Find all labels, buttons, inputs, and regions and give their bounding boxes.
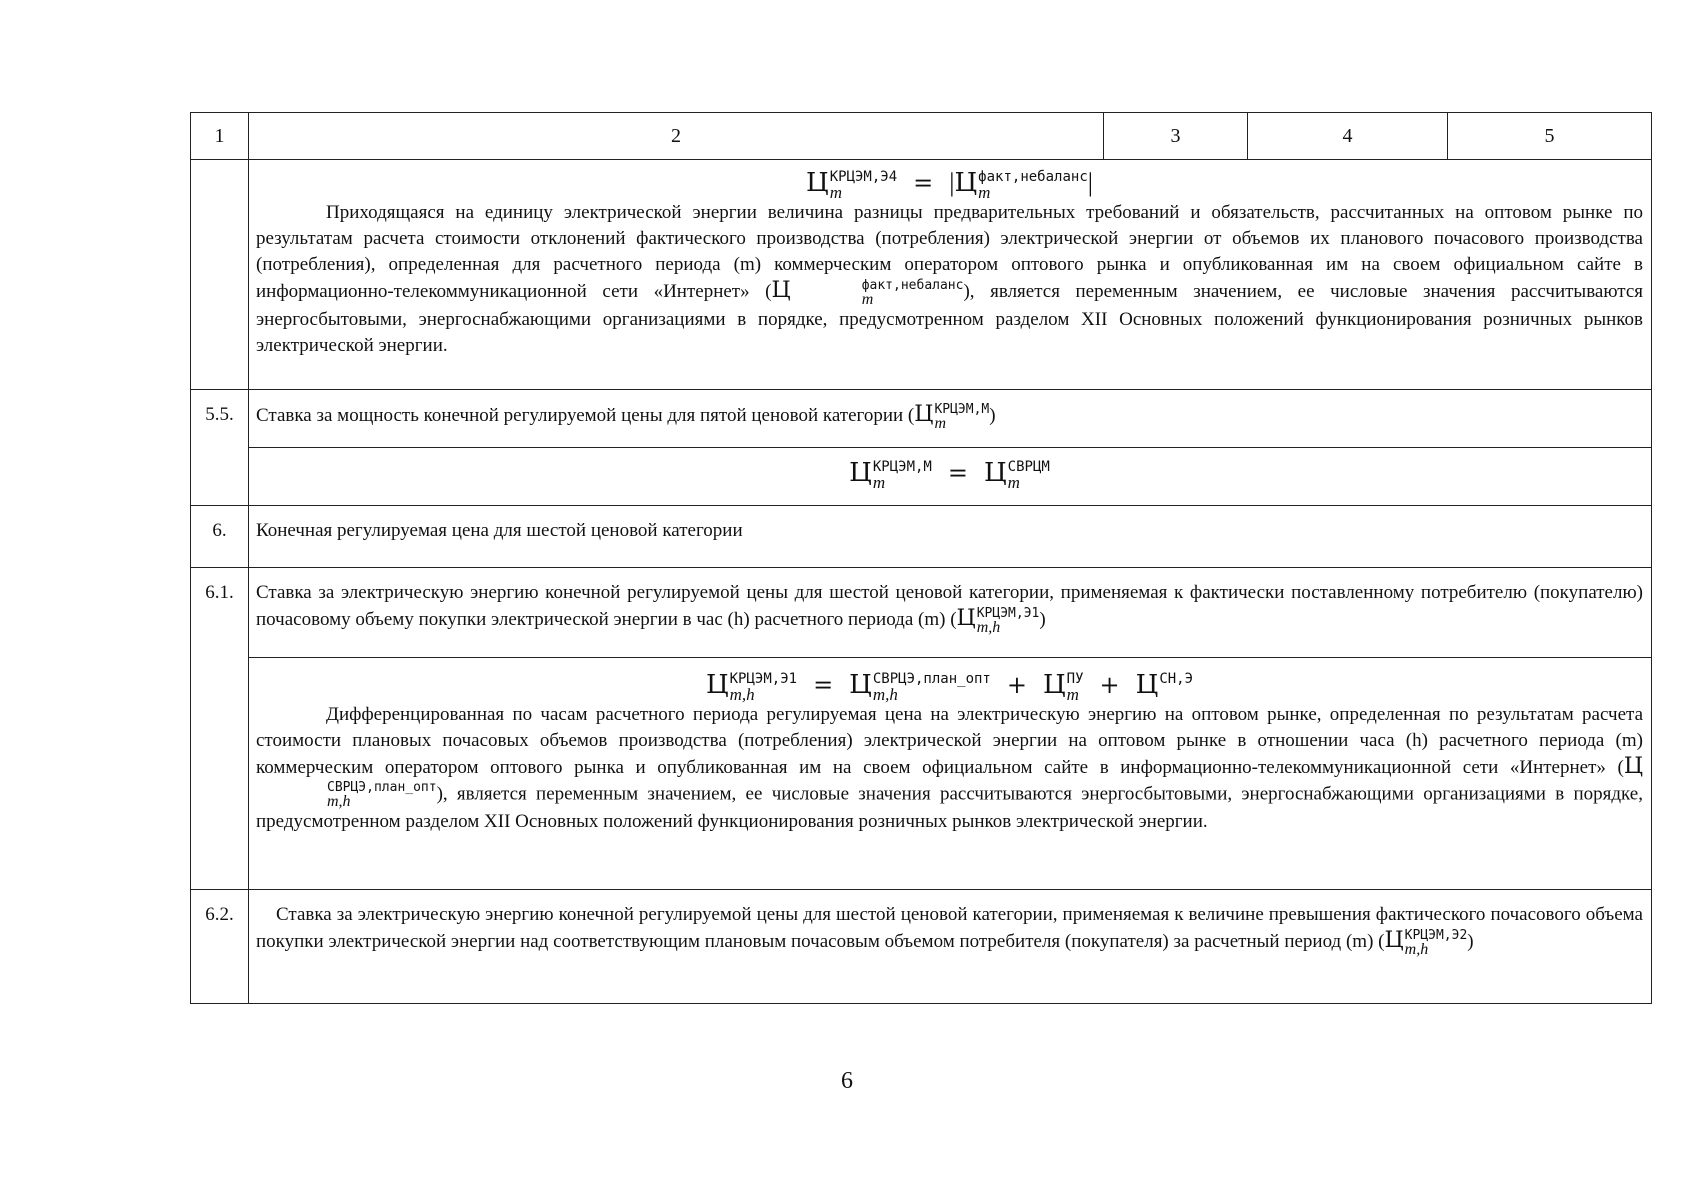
inline-superscript: факт,небаланс [861,278,964,294]
inline-subscript: m [934,414,947,432]
table-row [191,390,1652,448]
header-col-3: 3 [1104,113,1248,160]
formula-subscript: m [1066,685,1079,705]
formula-symbol: Ц [806,168,829,198]
inline-symbol: Ц [771,278,791,304]
formula-equals: = [813,671,834,699]
table-row [191,160,1652,390]
row-title: Конечная регулируемая цена для шестой ценовой категории [249,506,1652,568]
formula-subscript: m [978,183,991,203]
formula-symbol: Ц [1135,670,1159,700]
inline-superscript: СВРЦЭ,план_опт [327,780,437,796]
description-paragraph [256,702,1643,835]
formula-superscript: КРЦЭМ,Э4 [829,169,898,186]
description-paragraph [256,200,1643,359]
formula-subscript: m,h [729,685,755,705]
table-row [191,506,1652,568]
inline-subscript: m,h [1404,940,1429,958]
formula-abs-left: | [949,168,955,197]
formula-abs-right: | [1087,168,1093,197]
table-row [191,658,1652,890]
inline-superscript: КРЦЭМ,Э2 [1404,927,1468,943]
formula-superscript: СВРЦЭ,план_опт [872,671,991,688]
inline-subscript: m,h [327,793,351,811]
header-col-4: 4 [1248,113,1448,160]
formula-symbol: Ц [705,670,729,700]
formula-superscript: СН,Э [1159,671,1194,688]
table-row [191,890,1652,1004]
row-number: 6.1. [191,568,249,890]
formula-superscript: КРЦЭМ,Э1 [729,671,798,688]
row-title: Ставка за мощность конечной регулируемой цены для пятой ценовой категории ( [256,405,915,426]
formula-subscript: m [1007,473,1020,493]
row-number: 6. [191,506,249,568]
inline-symbol: Ц [1623,754,1643,780]
inline-subscript: m,h [976,618,1001,636]
row-content-cell [249,568,1652,658]
row-title-end: ) [1467,931,1474,952]
header-col-2: 2 [249,113,1104,160]
row-content-cell [249,658,1652,890]
formula-superscript: ПУ [1066,671,1084,688]
formula-m [256,458,1643,493]
row-content-cell [249,390,1652,448]
inline-symbol: Ц [1384,928,1404,953]
row-title-end: ) [989,405,996,426]
formula-symbol: Ц [849,458,872,488]
row-content-cell [249,890,1652,1004]
inline-subscript: m [861,291,874,309]
formula-subscript: m [829,183,842,203]
inline-symbol: Ц [914,402,934,427]
row-number: 5.5. [191,390,249,506]
paragraph-text: Дифференцированная по часам расчетного периода регулируемая цена на электрическую энергию на оптовом рынке, определенная по результатам расчета стоимости плановых почасовых объемов производства (потребления) электрической энергии на оптовом рынке в отношении часа (h) расчетного периода (m) коммерческим оператором оптового рынка и опубликованная им на своем официальном сайте в информационно-телекоммуникационной сети «Интернет» ( [256,704,1643,779]
row-title-end: ) [1039,609,1046,630]
inline-symbol: Ц [956,606,976,631]
row-title: Ставка за электрическую энергию конечной регулируемой цены для шестой ценовой категории, применяемая к фактически поставленному потребителю (покупателю) почасовому объему покупки электрической энергии в час (h) расчетного периода (m) ( [256,582,1643,630]
formula-plus: + [1006,671,1027,699]
tariff-table [190,112,1652,1004]
table-row [191,568,1652,658]
formula-symbol: Ц [849,670,872,700]
paragraph-text: Приходящаяся на единицу электрической энергии величина разницы предварительных требований и обязательств, рассчитанных на оптовом рынке по результатам расчета стоимости отклонений фактического производства (потребления) электрической энергии от объемов их планового почасового производства (потребления), определенная для расчетного периода (m) коммерческим оператором оптового рынка и опубликованная им на своем официальном сайте в информационно-телекоммуникационной сети «Интернет» ( [256,202,1643,303]
formula-equals: = [947,459,968,487]
inline-superscript: КРЦЭМ,Э1 [976,605,1040,621]
table-row [191,448,1652,506]
row-content-cell [249,160,1652,390]
formula-subscript: m,h [872,685,898,705]
formula-superscript: факт,небаланс [978,169,1088,186]
table-header-row [191,113,1652,160]
inline-superscript: КРЦЭМ,М [934,401,990,417]
row-number: 6.2. [191,890,249,1004]
page-number: 6 [841,1068,853,1094]
formula-symbol: Ц [1042,670,1066,700]
paragraph-text: ), является переменным значением, ее числовые значения рассчитываются энергосбытовыми, энергоснабжающими организациями в порядке, предусмотренном разделом XII Основных положений функционирования розничных рынков электрической энергии. [256,281,1644,357]
formula-subscript: m [872,473,886,493]
formula-equals: = [913,169,934,197]
formula-e1 [256,670,1643,705]
formula-symbol: Ц [954,168,978,198]
formula-e4 [256,168,1643,203]
row-number-cell [191,160,249,390]
formula-superscript: КРЦЭМ,М [872,459,932,476]
formula-superscript: СВРЦМ [1007,459,1050,476]
formula-plus: + [1099,671,1120,699]
row-content-cell [249,448,1652,506]
formula-symbol: Ц [983,458,1007,488]
header-col-1: 1 [191,113,249,160]
header-col-5: 5 [1448,113,1652,160]
paragraph-text: ), является переменным значением, ее числовые значения рассчитываются энергосбытовыми, энергоснабжающими организациями в порядке, предусмотренном разделом XII Основных положений функционирования розничных рынков электрической энергии. [256,783,1643,833]
row-title: Ставка за электрическую энергию конечной регулируемой цены для шестой ценовой категории, применяемая к величине превышения фактического почасового объема покупки электрической энергии над соответствующим плановым почасовым объемом потребителя (покупателя) за расчетный период (m) ( [256,904,1643,952]
